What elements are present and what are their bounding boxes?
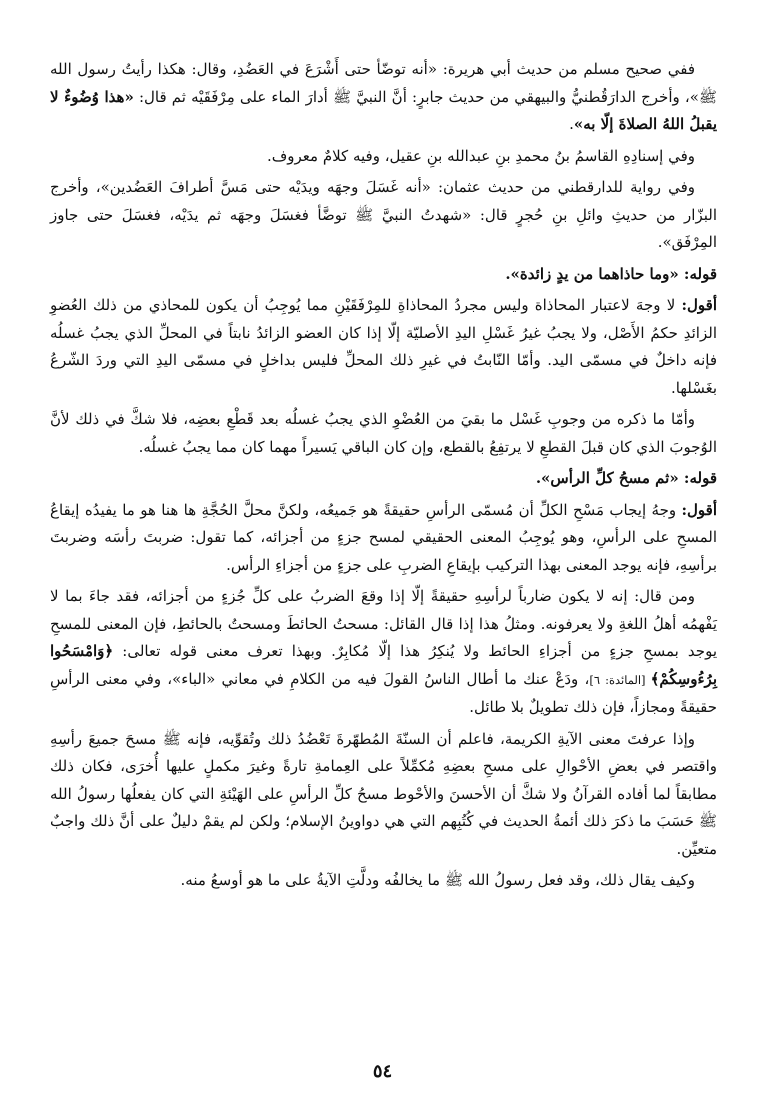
bold-text: قوله: «ثم مسحُ كلِّ الرأس». [535, 469, 717, 487]
paragraph [50, 406, 717, 461]
page-number: ٥٤ [372, 1061, 393, 1082]
paragraph [50, 56, 717, 139]
text-run: ومن قال: إنه لا يكون ضارباً لرأسِهِ حقيقةً إلّا إذا وقعَ الضربُ على كلِّ جُزءٍ من أجزائه، فقد جاءَ بما لا يَفْهمُه أهلُ اللغةِ ولا يعرفونه. ومثلُ هذا إذا قال القائل: مسحتُ الحائطَ ومسحتُ بالحائطِ، فإن المعنى للمسحِ يوجد بمسحِ جزءٍ من أجزاءِ الحائط ولا يُنكِرُ هذا إلّا مُكابِرٌ. وبهذا تعرف معنى قوله تعالى: [50, 587, 717, 660]
page-text [50, 56, 717, 895]
text-run: وفي إسنادِهِ القاسمُ بنُ محمدِ بنِ عبدالله بنِ عقيل، وفيه كلامٌ معروف. [266, 146, 695, 165]
text-run: وأمّا ما ذكره من وجوبِ غَسْل ما بقيَ من العُضْوِ الذي يجبُ غسلُه بعد قَطْعِ بعضِه، فلا شكَّ في ذلك لأنَّ الوُجوبَ الذي كان قبلَ القطعِ لا يرتفِعُ بالقطع، وإن كان الباقي يَسيراً مهما كان مما يجبُ غسلُه. [50, 410, 717, 456]
section-heading [50, 261, 717, 289]
paragraph [50, 174, 717, 257]
paragraph [50, 583, 717, 722]
paragraph [50, 143, 717, 171]
text-run: وكيف يقال ذلك، وقد فعل رسولُ الله ﷺ ما يخالفُه ودلَّتِ الآيةُ على ما هو أوسعُ منه. [180, 871, 695, 889]
bold-text: «هذا وُضُوءٌ لا يقبلُ اللهُ الصلاةَ إلّا به» [50, 87, 717, 133]
bold-text: ﴿وَامْسَحُوا بِرُءُوسِكُمْ﴾ [50, 642, 717, 688]
section-heading [50, 465, 717, 493]
bold-text: قوله: «وما حاذاهما من يدٍ زائدة». [505, 264, 717, 283]
text-run: وجهُ إيجاب مَسْحِ الكلِّ أن مُسمّى الرأسِ حقيقةً هو جَميعُه، ولكنَّ محلَّ الحُجَّةِ ها هنا هو ما يفيدُه إيقاعُ المسحِ على الرأسِ، وهو يُوجِبُ المعنى الحقيقي لمسح جزءٍ من أجزائه، كما تقول: ضربتَ رأسَه وضربتَ برأسِهِ، فإنه يوجد المعنى بهذا التركيب بإيقاعِ الضربِ على جزءٍ من أجزاءِ الرأس. [50, 500, 717, 574]
paragraph [50, 726, 717, 864]
text-run: ففي صحيح مسلم من حديث أبي هريرة: «أنه توضّأ حتى أَشْرَعَ في العَضُدِ، وقال: هكذا رأيتُ رسول الله ﷺ»، وأخرج الدارَقُطنيُّ والبيهقي من حديث جابرٍ: أنَّ النبيَّ ﷺ أدارَ الماء على مِرْفَقَيْه ثم قال: [50, 60, 717, 106]
paragraph [50, 867, 717, 895]
text-run: لا وجهَ لاعتبار المحاذاة وليس مجردُ المحاذاةِ للمِرْفَقَيْنِ مما يُوجِبُ أن يكون للمحاذي من ذلك العُضوِ الزائدِ حكمُ الأَصْل، ولا يجبُ غيرُ غَسْلِ اليدِ الأصليّة إلّا إذا كان العضو الزائدُ نابتاً في المحلِّ الذي يجبُ غسلُه فإنه داخلٌ في مسمّى اليد. وأمّا النّابتُ في غيرِ ذلك المحلِّ فليس بداخلٍ في مسمّى اليدِ التي وردَ الشّرعُ بغَسْلها. [50, 296, 717, 397]
bold-text: أقول: [681, 296, 717, 314]
text-run: وإذا عرفتَ معنى الآيةِ الكريمة، فاعلم أن السنّةَ المُطهّرةَ تَعْضُدُ ذلك وتُقوِّيه، فإنه ﷺ مسحَ جميعَ رأسِهِ واقتصر في بعضِ الأحْوالِ على مسحِ بعضِهِ مُكمِّلاً على العِمامةِ تارةً وغيرَ مكملٍ عليها أُخرَى، فكان ذلك مطابقاً لما أفاده القرآنُ ولا شكَّ أن الأحسنَ والأحْوط مسحُ كلِّ الرأسِ على الهَيْئةِ التي كان يفعلُها رسولُ الله ﷺ حَسَبَ ما ذكرَ ذلك أئمةُ الحديث في كُتُبِهم التي هي دواوينُ الإسلام؛ ولكن لم يقمْ دليلٌ على أنَّ ذلك واجبٌ متعيِّن. [50, 729, 717, 858]
text-run: . [569, 115, 574, 133]
bold-text: أقول: [681, 500, 717, 519]
commentary-paragraph [50, 292, 717, 402]
text-run: ، ودَعْ عنك ما أطال الناسُ القولَ فيه من الكلامِ في معاني «الباء»، وفي معنى الرأسِ حقيقةً ومجازاً، فإن ذلك تطويلٌ بلا طائل. [50, 669, 717, 716]
text-run: وفي رواية للدارقطني من حديث عثمان: «أنه غَسَلَ وجهَه ويدَيْه حتى مَسَّ أطرافَ العَضُدين»، وأخرج البزّار من حديثِ وائلِ بنِ حُجرٍ قال: «شهدتُ النبيَّ ﷺ توضَّأ فغسَلَ وجهَه ثم يدَيْه، فغسَلَ حتى جاوز المِرْفَق». [50, 178, 717, 251]
verse-reference: [المائدة: ٦] [589, 672, 651, 687]
commentary-paragraph [50, 497, 717, 580]
